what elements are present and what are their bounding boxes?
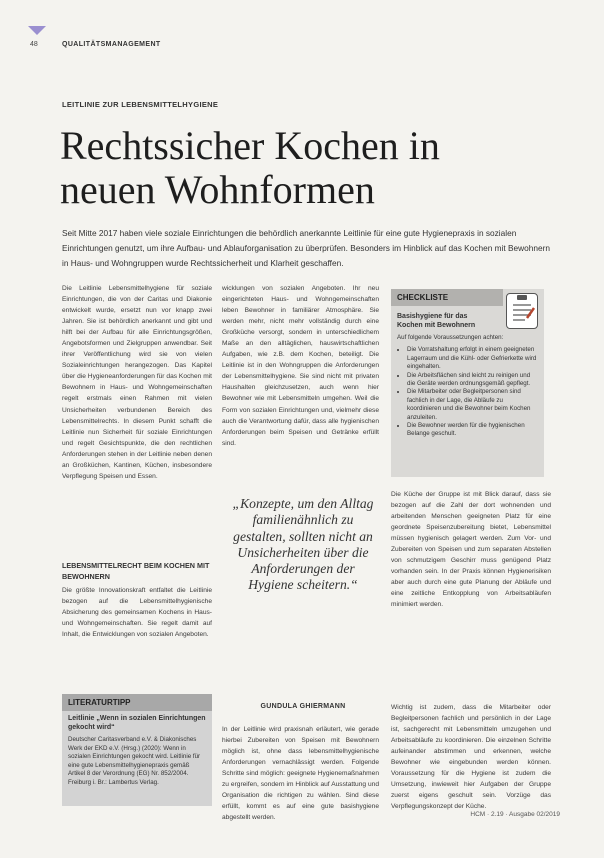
quote-author: GUNDULA GHIERMANN xyxy=(260,703,346,710)
checklist-item: • Die Arbeitsflächen sind leicht zu reinigen und die Geräte werden ordnungsgemäß gepflegt. xyxy=(407,372,538,389)
clipboard-icon xyxy=(506,293,538,329)
section-marker-icon xyxy=(28,26,46,35)
body-column-1-continued xyxy=(62,585,212,640)
literature-tip-subtitle: Leitlinie „Wenn in sozialen Einrichtungen gekocht wird“ xyxy=(68,715,206,731)
body-text: Die größte Innovationskraft entfaltet die Leitlinie bezogen auf die Lebensmittelhygienische Absicherung des gemeinsamen Kochens in Haus- und Wohngemeinschaften. Sie regelt damit auf Inhalt, die Entwicklungen von sozialen Angeboten. xyxy=(62,587,212,639)
subheading: LEBENSMITTELRECHT BEIM KOCHEN MIT BEWOHNERN xyxy=(62,561,210,581)
body-text: In der Leitlinie wird praxisnah erläutert, wie gerade hierbei Zubereiten von Speisen mit Bewohnern möglich ist, ohne dass lebensmittelhygienische Anforderungen vernachlässigt werden. Folgende Schritte sind möglich: geeignete Hygienemaßnahmen zu ergreifen, sondern im Hinblick auf Ausstattung und Organisation die richtigen zu wählen. Sind diese erfüllt, kommt es auf eine gute basishygiene abgestellt werden. xyxy=(222,726,379,822)
article-lead: Seit Mitte 2017 haben viele soziale Einrichtungen die behördlich anerkannte Leitlinie für eine gute Hygienepraxis in sozialen Einrichtungen genutzt, um ihre Aufbau- und Ablauforganisation zu überprüfen. Besonders im Hinblick auf das Kochen mit Bewohnern in Haus- und Wohngruppen wurde Rechtssicherheit und Klarheit geschaffen. xyxy=(62,228,550,268)
literature-tip-box xyxy=(62,694,212,806)
body-column-1 xyxy=(62,283,212,482)
article-kicker: LEITLINIE ZUR LEBENSMITTELHYGIENE xyxy=(62,100,219,109)
body-text: Die Küche der Gruppe ist mit Blick darauf, dass sie bezogen auf die Zahl der dort wohnenden und arbeitenden Menschen geeigneten Platz für eine geordnete Speisenzubereitung bietet, Lebensmittel müssen hygienisch gelagert werden. Zum Vor- und Zubereiten von Speisen und zum separaten Abstellen von schmutzigem Geschirr muss genügend Platz vorhanden sein. In der Praxis können Hygienerisiken aber auch durch eine gute Planung der Abläufe und eine zeitliche Entkopplung von Arbeitsabläufen minimiert werden. xyxy=(391,491,551,609)
body-column-2 xyxy=(222,283,379,449)
page-number: 48 xyxy=(30,41,38,48)
body-text: Wichtig ist zudem, dass die Mitarbeiter oder Begleitpersonen fachlich und persönlich in der Lage ist, sachgerecht mit Lebensmitteln umzugehen und Arbeitsabläufe zu koordinieren. Die einzelnen Schritte aufeinander abstimmen und erkennen, welche Bewohner wie eingebunden werden können. Voraussetzung für die Hygiene ist zudem die Umsetzung, inwieweit hier Aufgaben der Gruppe zuerst eigens geschult sein. Vorzüge das Verpflegungskonzept der Küche. xyxy=(391,704,551,811)
page-footer: HCM · 2.19 · Ausgabe 02/2019 xyxy=(470,811,560,818)
checklist-item: • Die Bewohner werden für die hygienischen Belange geschult. xyxy=(407,422,538,439)
checklist-subtitle: Basishygiene für das Kochen mit Bewohnern xyxy=(397,313,476,329)
body-text: Die Leitlinie Lebensmittelhygiene für soziale Einrichtungen, die von der Caritas und Diakonie entwickelt wurde, ersetzt nun vor knapp zwei Jahren. Sie ist behördlich anerkannt und gibt und hilft bei der Aufbau für alle Einrichtungsgrößen, Angebotsformen und Zielgruppen anwendbar. Seit ihrer Veröffentlichung wird sie von vielen Sozialeinrichtungen herangezogen. Das Kapitel über die Hygieneanforderungen für das Kochen mit Bewohnern in Haus- und Wohngemeinschaften regelt erstmals einen Rahmen mit vielen Unsicherheiten verbundenen Bereich des Lebensmittelrechts. In diesem Punkt schafft die Leitlinie nun Sicherheit für soziale Einrichtungen und regelt Gesichtspunkte, die den rechtlichen Anforderungen stehen in der Leitlinie neben denen an Großküchen, Kantinen, Küchen, insbesondere Verpflegung Speisen und Essen. xyxy=(62,285,212,480)
checklist-intro: Auf folgende Voraussetzungen achten: xyxy=(397,334,504,341)
literature-tip-text: Deutscher Caritasverband e.V. & Diakonisches Werk der EKD e.V. (Hrsg.) (2020): Wenn in sozialen Einrichtungen gekocht wird. Leitlinie für eine gute Lebensmittelhygienepraxis gemäß Artikel 8 der Verordnung (EG) Nr. 852/2004. Freiburg i. Br.: Lambertus Verlag. xyxy=(68,736,201,786)
literature-tip-header: LITERATURTIPP xyxy=(62,694,212,711)
pull-quote: „Konzepte, um den Alltag familienähnlich zu gestalten, sollten nicht an Unsicherheiten über die Anforderungen der Hygiene scheitern.“ xyxy=(232,496,374,593)
body-column-3-bottom xyxy=(391,702,551,812)
checklist-box xyxy=(391,289,544,477)
section-label: QUALITÄTSMANAGEMENT xyxy=(62,41,161,48)
checklist-item: • Die Mitarbeiter oder Begleitpersonen sind fachlich in der Lage, die Abläufe zu koordinieren und die Bewohner beim Kochen anzuleiten. xyxy=(407,388,538,422)
article-title: Rechtssicher Kochen in neuen Wohnformen xyxy=(60,123,440,212)
body-text: wicklungen von sozialen Angeboten. Ihr neu eingerichteten Haus- und Wohngemeinschaften leben Bewohner in familiärer Atmosphäre. Sie werden mehr, nicht mehr vollständig durch eine Großküche versorgt, sondern in unterschiedlichem Maße an den alltäglichen, hauswirtschaftlichen Aufgaben, wie z.B. dem Kochen, beteiligt. Die Leitlinie ist in den Wohngruppen die Anforderungen der Lebensmittelhygiene. Sie sind nicht mit privaten Haushalten gleichzusetzen, auch wenn hier Bewohner wie mit Lebensmitteln umgehen. Weil die Form von sozialen Einrichtungen und, vielmehr diese auch die Verantwortung dafür, dass alle hygienischen Anforderungen beim Speisen und Getränke erfüllt sind. xyxy=(222,285,379,447)
checklist-item: • Die Vorratshaltung erfolgt in einem geeigneten Lagerraum und die Kühl- oder Gefrierkette wird eingehalten. xyxy=(407,346,538,371)
body-column-2-bottom xyxy=(222,724,379,823)
body-column-3 xyxy=(391,489,551,611)
checklist-items xyxy=(397,346,538,438)
checklist-header: CHECKLISTE xyxy=(391,289,503,306)
